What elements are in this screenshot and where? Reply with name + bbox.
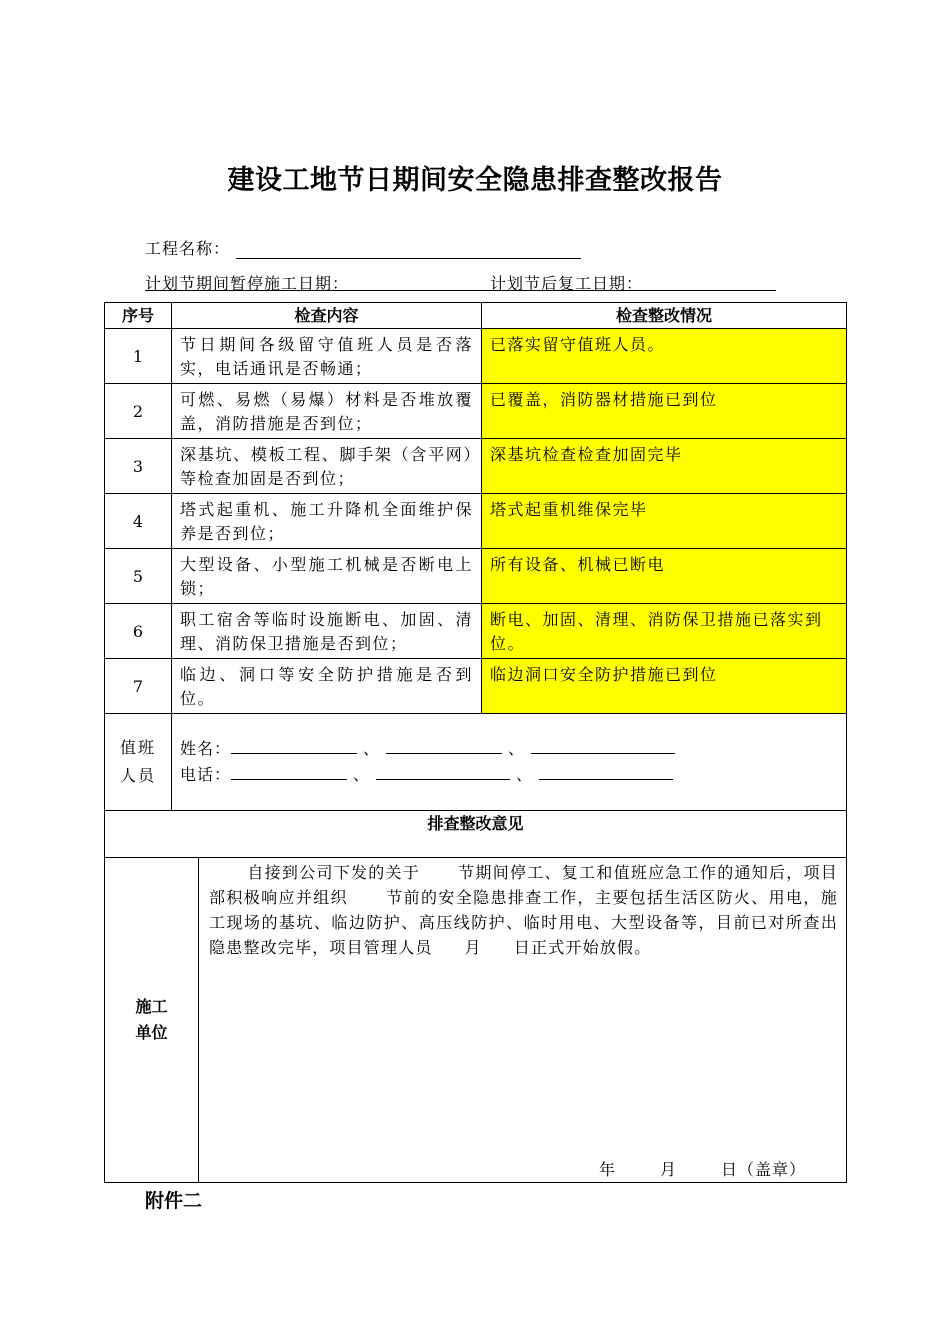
opinion-text bbox=[209, 860, 838, 960]
resume-date-label: 计划节后复工日期： bbox=[490, 274, 644, 293]
row-status[interactable]: 已落实留守值班人员。 bbox=[482, 329, 847, 384]
row-content: 大型设备、小型施工机械是否断电上锁； bbox=[172, 549, 482, 604]
row-number: 6 bbox=[105, 604, 172, 659]
row-status[interactable]: 塔式起重机维保完毕 bbox=[482, 494, 847, 549]
annex-label: 附件二 bbox=[145, 1190, 203, 1212]
header-content: 检查内容 bbox=[172, 303, 482, 329]
table-row bbox=[105, 494, 847, 549]
table-row bbox=[105, 659, 847, 714]
row-content: 可燃、易燃（易爆）材料是否堆放覆盖，消防措施是否到位； bbox=[172, 384, 482, 439]
row-status[interactable]: 断电、加固、清理、消防保卫措施已落实到位。 bbox=[482, 604, 847, 659]
date-stamp-line bbox=[599, 1157, 806, 1180]
opinion-text-part2: 节期间停工、复工和值班应急工作的通知后，项目部积极响应并组织 bbox=[209, 863, 839, 907]
duty-name-line bbox=[180, 736, 838, 762]
header-status: 检查整改情况 bbox=[482, 303, 847, 329]
table-row bbox=[105, 549, 847, 604]
page-title: 建设工地节日期间安全隐患排查整改报告 bbox=[227, 165, 723, 196]
separator: 、 bbox=[353, 765, 371, 784]
duty-phone-field-3[interactable] bbox=[539, 763, 673, 780]
construction-unit-row bbox=[105, 858, 847, 1183]
row-content: 深基坑、模板工程、脚手架（含平网）等检查加固是否到位； bbox=[172, 439, 482, 494]
construction-unit-label bbox=[105, 858, 199, 1183]
row-content: 塔式起重机、施工升降机全面维护保养是否到位； bbox=[172, 494, 482, 549]
table-row bbox=[105, 384, 847, 439]
opinion-header-row bbox=[105, 811, 847, 858]
duty-name-label: 姓名： bbox=[180, 739, 232, 758]
duty-name-field-2[interactable] bbox=[386, 737, 502, 754]
unit-label-line1: 施工 bbox=[135, 997, 168, 1016]
separator: 、 bbox=[508, 739, 526, 758]
separator: 、 bbox=[516, 765, 534, 784]
date-fields-underline[interactable] bbox=[145, 290, 776, 291]
header-no: 序号 bbox=[105, 303, 172, 329]
row-number: 2 bbox=[105, 384, 172, 439]
separator: 、 bbox=[363, 739, 381, 758]
date-day-seal: 日（盖章） bbox=[721, 1160, 807, 1179]
duty-name-field-1[interactable] bbox=[231, 737, 357, 754]
opinion-text-part3: 节前的安全隐患排查工作，主要包括生活区防火、用电，施工现场的基坑、临边防护、高压线防护、临时用电、大型设备等，目前已对所查出隐患整改完毕，项目管理人员 bbox=[209, 888, 839, 957]
construction-unit-opinion[interactable] bbox=[199, 858, 847, 1183]
row-content: 临边、洞口等安全防护措施是否到位。 bbox=[172, 659, 482, 714]
duty-phone-field-1[interactable] bbox=[231, 763, 347, 780]
row-status[interactable]: 已覆盖，消防器材措施已到位 bbox=[482, 384, 847, 439]
duty-staff-label bbox=[105, 714, 172, 811]
row-number: 5 bbox=[105, 549, 172, 604]
duty-phone-field-2[interactable] bbox=[376, 763, 510, 780]
duty-staff-row bbox=[105, 714, 847, 811]
row-number: 4 bbox=[105, 494, 172, 549]
row-status[interactable]: 深基坑检查检查加固完毕 bbox=[482, 439, 847, 494]
date-year: 年 bbox=[598, 1160, 616, 1179]
opinion-text-part1: 自接到公司下发的关于 bbox=[247, 863, 421, 882]
date-month: 月 bbox=[659, 1160, 677, 1179]
row-content: 职工宿舍等临时设施断电、加固、清理、消防保卫措施是否到位； bbox=[172, 604, 482, 659]
unit-label-line2: 单位 bbox=[135, 1023, 168, 1042]
opinion-text-part4: 日正式开始放假。 bbox=[513, 938, 652, 957]
duty-label-line1: 值班 bbox=[119, 738, 156, 757]
duty-label-line2: 人员 bbox=[119, 766, 156, 785]
project-name-row bbox=[145, 236, 581, 259]
project-name-label: 工程名称： bbox=[145, 239, 231, 258]
opinion-text-month: 月 bbox=[464, 938, 482, 957]
duty-name-field-3[interactable] bbox=[531, 737, 675, 754]
duty-phone-label: 电话： bbox=[180, 765, 232, 784]
row-number: 7 bbox=[105, 659, 172, 714]
table-row bbox=[105, 329, 847, 384]
opinion-header: 排查整改意见 bbox=[105, 811, 847, 858]
row-status[interactable]: 临边洞口安全防护措施已到位 bbox=[482, 659, 847, 714]
duty-phone-line bbox=[180, 762, 838, 788]
stop-date-label: 计划节期间暂停施工日期： bbox=[145, 274, 350, 293]
row-number: 1 bbox=[105, 329, 172, 384]
project-name-field[interactable] bbox=[236, 240, 581, 259]
table-row bbox=[105, 604, 847, 659]
table-row bbox=[105, 439, 847, 494]
row-status[interactable]: 所有设备、机械已断电 bbox=[482, 549, 847, 604]
row-content: 节日期间各级留守值班人员是否落实，电话通讯是否畅通； bbox=[172, 329, 482, 384]
inspection-table bbox=[104, 302, 847, 1183]
row-number: 3 bbox=[105, 439, 172, 494]
duty-staff-fields bbox=[172, 714, 847, 811]
table-header-row bbox=[105, 303, 847, 329]
